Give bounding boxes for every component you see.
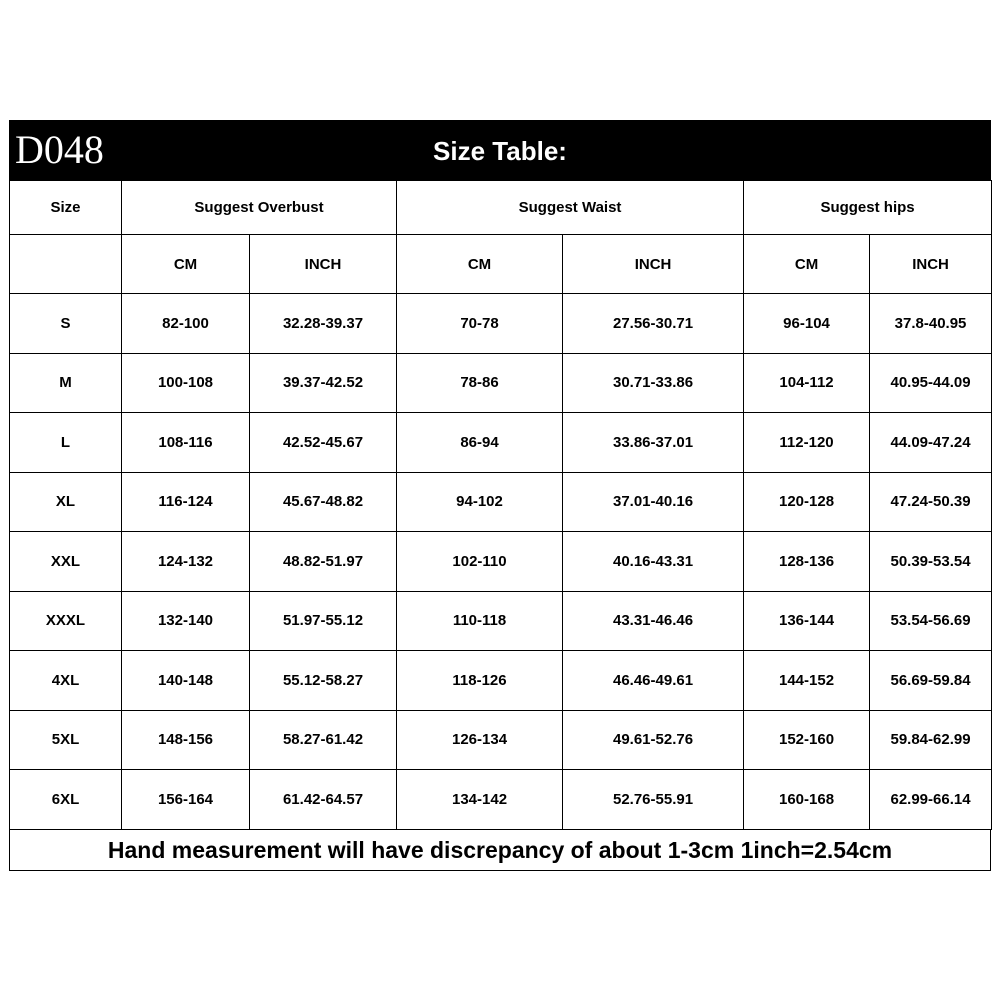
table-row — [10, 591, 992, 651]
table-cell: 128-136 — [744, 532, 870, 592]
size-cell: L — [10, 413, 122, 473]
table-cell: 118-126 — [397, 651, 563, 711]
size-cell: 6XL — [10, 770, 122, 830]
table-cell: 56.69-59.84 — [870, 651, 992, 711]
table-cell: 30.71-33.86 — [563, 353, 744, 413]
header-unit-row — [10, 235, 992, 294]
table-cell: 144-152 — [744, 651, 870, 711]
table-cell: 47.24-50.39 — [870, 472, 992, 532]
table-cell: 46.46-49.61 — [563, 651, 744, 711]
waist-header-cell: Suggest Waist — [397, 181, 744, 235]
table-cell: 48.82-51.97 — [250, 532, 397, 592]
header-group-row — [10, 181, 992, 235]
table-cell: 51.97-55.12 — [250, 591, 397, 651]
table-cell: 44.09-47.24 — [870, 413, 992, 473]
table-title: Size Table: — [433, 136, 567, 166]
table-cell: 78-86 — [397, 353, 563, 413]
table-cell: 96-104 — [744, 294, 870, 354]
table-cell: 27.56-30.71 — [563, 294, 744, 354]
table-row — [10, 472, 992, 532]
table-cell: 140-148 — [122, 651, 250, 711]
table-cell: 37.8-40.95 — [870, 294, 992, 354]
table-cell: 100-108 — [122, 353, 250, 413]
table-cell: 43.31-46.46 — [563, 591, 744, 651]
table-cell: 50.39-53.54 — [870, 532, 992, 592]
table-cell: 104-112 — [744, 353, 870, 413]
table-row — [10, 710, 992, 770]
table-cell: 116-124 — [122, 472, 250, 532]
size-chart — [9, 120, 991, 871]
table-row — [10, 532, 992, 592]
unit-header-cell: INCH — [250, 235, 397, 294]
table-row — [10, 353, 992, 413]
table-cell: 86-94 — [397, 413, 563, 473]
model-code: D048 — [15, 127, 104, 172]
size-cell: 5XL — [10, 710, 122, 770]
table-cell: 108-116 — [122, 413, 250, 473]
table-cell: 134-142 — [397, 770, 563, 830]
table-cell: 53.54-56.69 — [870, 591, 992, 651]
size-cell: XXXL — [10, 591, 122, 651]
table-cell: 70-78 — [397, 294, 563, 354]
table-cell: 55.12-58.27 — [250, 651, 397, 711]
table-cell: 120-128 — [744, 472, 870, 532]
size-header-cell: Size — [10, 181, 122, 235]
table-cell: 148-156 — [122, 710, 250, 770]
unit-header-cell: CM — [122, 235, 250, 294]
table-cell: 82-100 — [122, 294, 250, 354]
measurement-note: Hand measurement will have discrepancy of about 1-3cm 1inch=2.54cm — [9, 830, 991, 871]
table-cell: 126-134 — [397, 710, 563, 770]
table-cell: 32.28-39.37 — [250, 294, 397, 354]
table-row — [10, 651, 992, 711]
table-cell: 40.16-43.31 — [563, 532, 744, 592]
unit-header-cell: INCH — [563, 235, 744, 294]
table-cell: 160-168 — [744, 770, 870, 830]
unit-header-cell: CM — [397, 235, 563, 294]
table-cell: 152-160 — [744, 710, 870, 770]
table-cell: 62.99-66.14 — [870, 770, 992, 830]
table-cell: 102-110 — [397, 532, 563, 592]
table-cell: 45.67-48.82 — [250, 472, 397, 532]
size-cell: 4XL — [10, 651, 122, 711]
table-row — [10, 413, 992, 473]
table-cell: 110-118 — [397, 591, 563, 651]
hips-header-cell: Suggest hips — [744, 181, 992, 235]
table-cell: 33.86-37.01 — [563, 413, 744, 473]
size-cell: XXL — [10, 532, 122, 592]
table-cell: 61.42-64.57 — [250, 770, 397, 830]
size-cell: XL — [10, 472, 122, 532]
table-cell: 136-144 — [744, 591, 870, 651]
table-cell: 59.84-62.99 — [870, 710, 992, 770]
table-cell: 37.01-40.16 — [563, 472, 744, 532]
unit-header-cell: INCH — [870, 235, 992, 294]
table-cell: 42.52-45.67 — [250, 413, 397, 473]
table-cell: 156-164 — [122, 770, 250, 830]
table-cell: 112-120 — [744, 413, 870, 473]
table-cell: 40.95-44.09 — [870, 353, 992, 413]
size-cell: M — [10, 353, 122, 413]
table-cell: 52.76-55.91 — [563, 770, 744, 830]
table-cell: 132-140 — [122, 591, 250, 651]
table-row — [10, 294, 992, 354]
table-cell: 49.61-52.76 — [563, 710, 744, 770]
table-cell: 39.37-42.52 — [250, 353, 397, 413]
table-cell: 58.27-61.42 — [250, 710, 397, 770]
size-cell: S — [10, 294, 122, 354]
size-table — [9, 180, 992, 830]
table-cell: 94-102 — [397, 472, 563, 532]
table-cell: 124-132 — [122, 532, 250, 592]
unit-header-blank — [10, 235, 122, 294]
unit-header-cell: CM — [744, 235, 870, 294]
overbust-header-cell: Suggest Overbust — [122, 181, 397, 235]
title-bar — [9, 120, 991, 180]
table-row — [10, 770, 992, 830]
